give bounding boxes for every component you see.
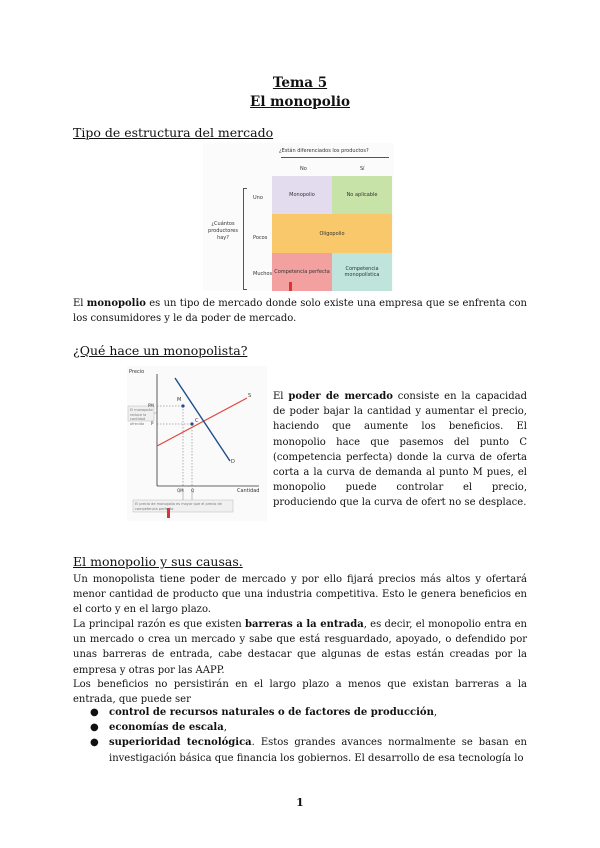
list-item: ● control de recursos naturales o de factores de producción,: [73, 705, 527, 720]
cell-competencia-perfecta: Competencia perfecta: [272, 253, 332, 291]
table-row-uno: Uno: [253, 195, 263, 201]
barriers-list: [73, 705, 527, 766]
point-c: [190, 422, 193, 425]
graph-label-d: D: [231, 459, 235, 465]
cell-competencia-monopolistica: Competencia monopolística: [332, 253, 392, 291]
section-heading-estructura: Tipo de estructura del mercado: [73, 125, 274, 140]
table-question-label: ¿Están diferenciados los productos?: [279, 148, 369, 154]
section-heading-monopolista: ¿Qué hace un monopolista?: [73, 343, 248, 358]
graph-side-note: El monopolio reduce la cantidad ofrecida: [130, 408, 153, 426]
supply-demand-graph: [127, 366, 267, 521]
graph-y-label: Precio: [129, 369, 145, 375]
graph-label-c: C: [195, 418, 199, 424]
table-col-si: Sí: [360, 166, 365, 172]
poder-mercado-paragraph: El poder de mercado consiste en la capacidad de poder bajar la cantidad y aumentar el precio, haciendo que aumente los beneficios. El monopolio hace que pasemos del punto C (competencia perfecta) donde la curva de oferta corta a la curva de demanda al punto M pues, el monopolio puede controlar el precio, produciendo que la curva de ofert no se desplace.: [273, 391, 527, 509]
bold-term: monopolio: [86, 298, 146, 309]
causas-paragraph-2: La principal razón es que existen barreras a la entrada, es decir, el monopolio entra en un mercado o crea un mercado y sabe que está resguardado, apoyado, o defendido por unas barreras de entrada, cabe destacar que algunas de estas están creadas por la empresa y otras por las AAPP.: [73, 619, 527, 676]
monopolio-definition-paragraph: El monopolio es un tipo de mercado donde solo existe una empresa que se enfrenta con los consumidores y le da poder de mercado.: [73, 298, 527, 325]
cursor-marker-icon: [289, 282, 292, 291]
graph-label-pm: PM: [148, 403, 154, 408]
causas-paragraph-3: Los beneficios no persistirán en el largo plazo a menos que existan barreras a la entrada, que puede ser: [73, 679, 527, 706]
graph-label-s: S: [248, 393, 252, 399]
supply-curve: [157, 398, 247, 446]
table-row-question: ¿Cuántos productores hay?: [208, 221, 238, 241]
table-col-no: No: [300, 166, 307, 172]
bullet-icon: ●: [90, 722, 99, 734]
bold-term: poder de mercado: [288, 391, 393, 402]
table-row-muchos: Muchos: [253, 271, 273, 277]
cell-oligopolio: Oligopolio: [272, 214, 392, 253]
graph-label-m: M: [177, 397, 182, 403]
graph-x-label: Cantidad: [237, 488, 260, 494]
cell-no-aplicable: No aplicable: [332, 176, 392, 214]
page-subtitle: El monopolio: [250, 94, 350, 110]
page-title: Tema 5: [272, 75, 328, 91]
graph-bottom-note: El precio de monopolio es mayor que el precio de competencia perfecta: [135, 502, 222, 511]
graph-label-qm: QM: [177, 488, 184, 493]
bullet-icon: ●: [90, 737, 99, 749]
page-number: 1: [296, 796, 304, 809]
bullet-icon: ●: [90, 707, 99, 718]
graph-label-q: Q: [191, 488, 195, 493]
graph-label-p: P: [151, 421, 154, 426]
cell-monopolio: Monopolio: [272, 176, 332, 214]
point-m: [181, 404, 184, 407]
bold-term: barreras a la entrada: [245, 619, 364, 630]
table-row-pocos: Pocos: [253, 235, 268, 241]
causas-paragraph-1: Un monopolista tiene poder de mercado y por ello fijará precios más altos y ofertará menor cantidad de producto que una industria competitiva. Esto le genera beneficios en el corto y en el largo plazo.: [73, 574, 527, 616]
section-heading-causas: El monopolio y sus causas.: [73, 554, 243, 569]
market-structure-table: [203, 143, 394, 291]
list-item: ● economías de escala,: [73, 720, 527, 735]
list-item: ● superioridad tecnológica. Estos grandes avances normalmente se basan en investigación básica que financia los gobiernos. El desarrollo de esa tecnología lo: [90, 737, 528, 764]
